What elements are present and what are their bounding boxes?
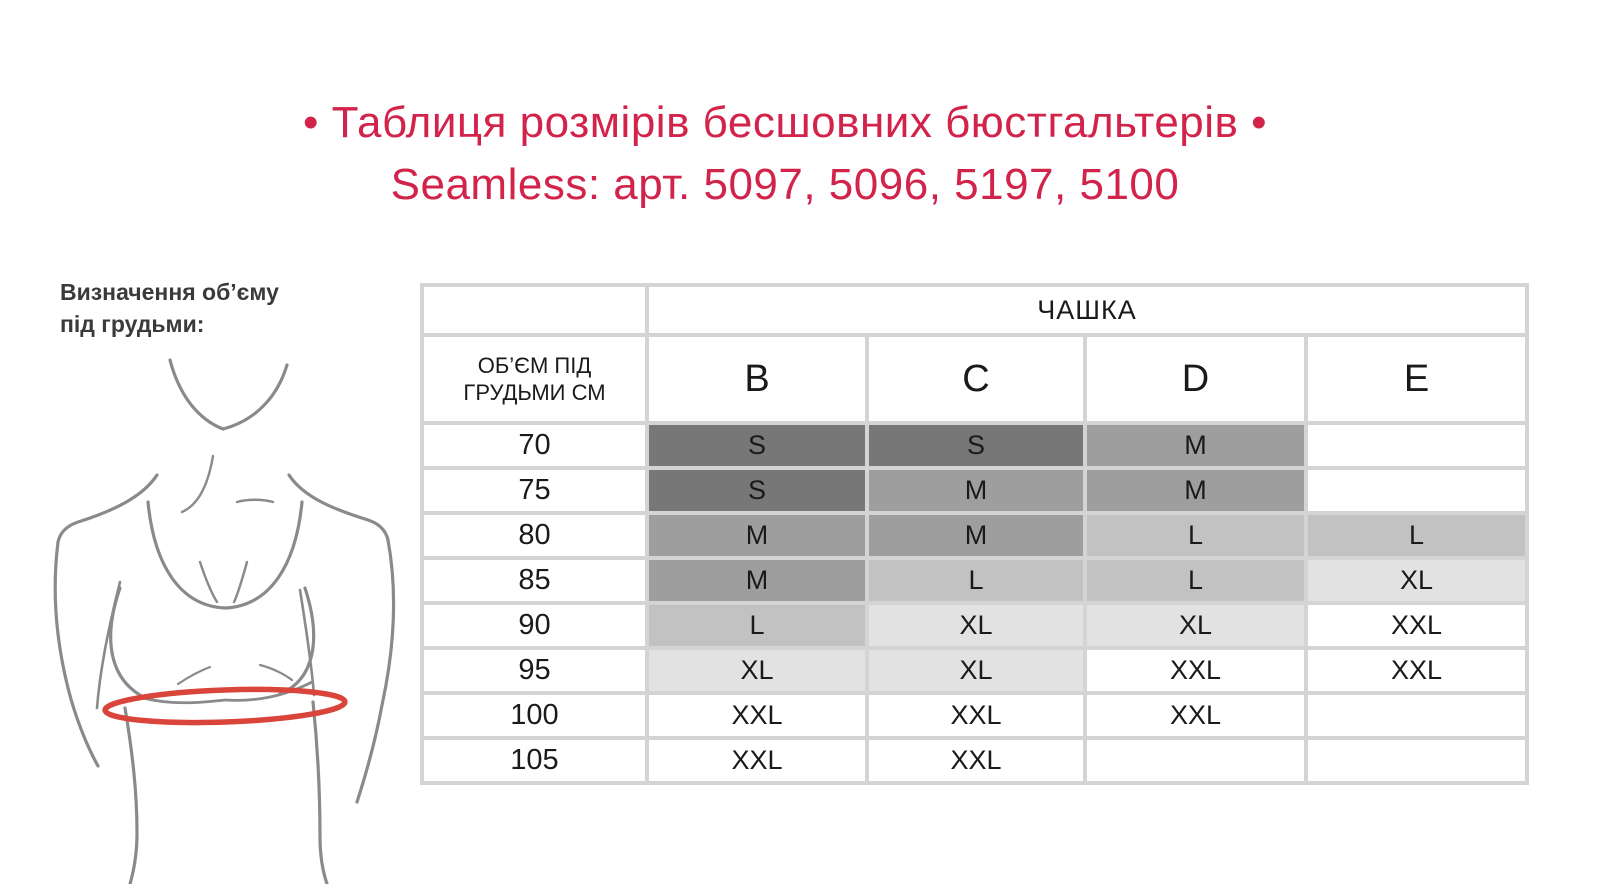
table-row: [422, 423, 1527, 468]
underbust-cell: 105: [422, 738, 647, 783]
size-cell: M: [1085, 423, 1306, 468]
size-cell: XL: [647, 648, 867, 693]
size-cell: XL: [867, 603, 1085, 648]
underbust-cell: 70: [422, 423, 647, 468]
size-cell: S: [647, 423, 867, 468]
size-cell: M: [867, 513, 1085, 558]
cup-column-e: E: [1306, 335, 1527, 423]
size-cell: XL: [1085, 603, 1306, 648]
size-cell: S: [867, 423, 1085, 468]
size-table: [420, 283, 1529, 785]
measure-caption-line2: під грудьми:: [60, 311, 205, 338]
size-cell: XXL: [867, 693, 1085, 738]
cup-column-d: D: [1085, 335, 1306, 423]
size-cell: S: [647, 468, 867, 513]
size-cell: M: [1085, 468, 1306, 513]
underbust-cell: 95: [422, 648, 647, 693]
size-cell: XXL: [647, 693, 867, 738]
table-row: [422, 468, 1527, 513]
table-row: [422, 693, 1527, 738]
size-cell: XXL: [1085, 648, 1306, 693]
size-cell: M: [867, 468, 1085, 513]
underbust-measure-band: [105, 686, 346, 726]
page-title-line2: Seamless: арт. 5097, 5096, 5197, 5100: [390, 160, 1180, 210]
size-cell: M: [647, 513, 867, 558]
underbust-cell: 80: [422, 513, 647, 558]
size-cell: XXL: [1306, 603, 1527, 648]
size-cell: L: [647, 603, 867, 648]
page-title-line1: • Таблиця розмірів бесшовних бюстгальтерів •: [302, 98, 1268, 147]
torso-outline: [55, 360, 393, 884]
cup-header-row: [422, 285, 1527, 335]
size-cell: XL: [867, 648, 1085, 693]
table-row: [422, 558, 1527, 603]
size-cell: XXL: [1085, 693, 1306, 738]
table-row: [422, 513, 1527, 558]
size-cell: XL: [1306, 558, 1527, 603]
underbust-cell: 75: [422, 468, 647, 513]
underbust-cell: 90: [422, 603, 647, 648]
underbust-cell: 85: [422, 558, 647, 603]
size-cell: L: [1085, 513, 1306, 558]
size-cell: [1306, 468, 1527, 513]
cup-column-c: C: [867, 335, 1085, 423]
table-row: [422, 648, 1527, 693]
table-row: [422, 738, 1527, 783]
measure-caption-line1: Визначення об’єму: [60, 279, 279, 305]
size-cell: M: [647, 558, 867, 603]
size-cell: L: [867, 558, 1085, 603]
size-cell: XXL: [647, 738, 867, 783]
size-cell: XXL: [867, 738, 1085, 783]
size-cell: [1306, 423, 1527, 468]
page-title: [0, 92, 1570, 217]
torso-illustration: [50, 350, 420, 884]
corner-cell: [422, 285, 647, 335]
size-cell: L: [1085, 558, 1306, 603]
size-cell: L: [1306, 513, 1527, 558]
size-cell: XXL: [1306, 648, 1527, 693]
measure-caption: [60, 276, 279, 340]
size-table-body: [422, 423, 1527, 783]
underbust-measurement-figure: [50, 350, 420, 884]
cup-letters-row: [422, 335, 1527, 423]
underbust-cell: 100: [422, 693, 647, 738]
cup-header: ЧАШКА: [647, 285, 1527, 335]
table-row: [422, 603, 1527, 648]
size-cell: [1085, 738, 1306, 783]
underbust-header: ОБ’ЄМ ПІД ГРУДЬМИ СМ: [422, 335, 647, 423]
cup-column-b: B: [647, 335, 867, 423]
size-cell: [1306, 693, 1527, 738]
size-cell: [1306, 738, 1527, 783]
